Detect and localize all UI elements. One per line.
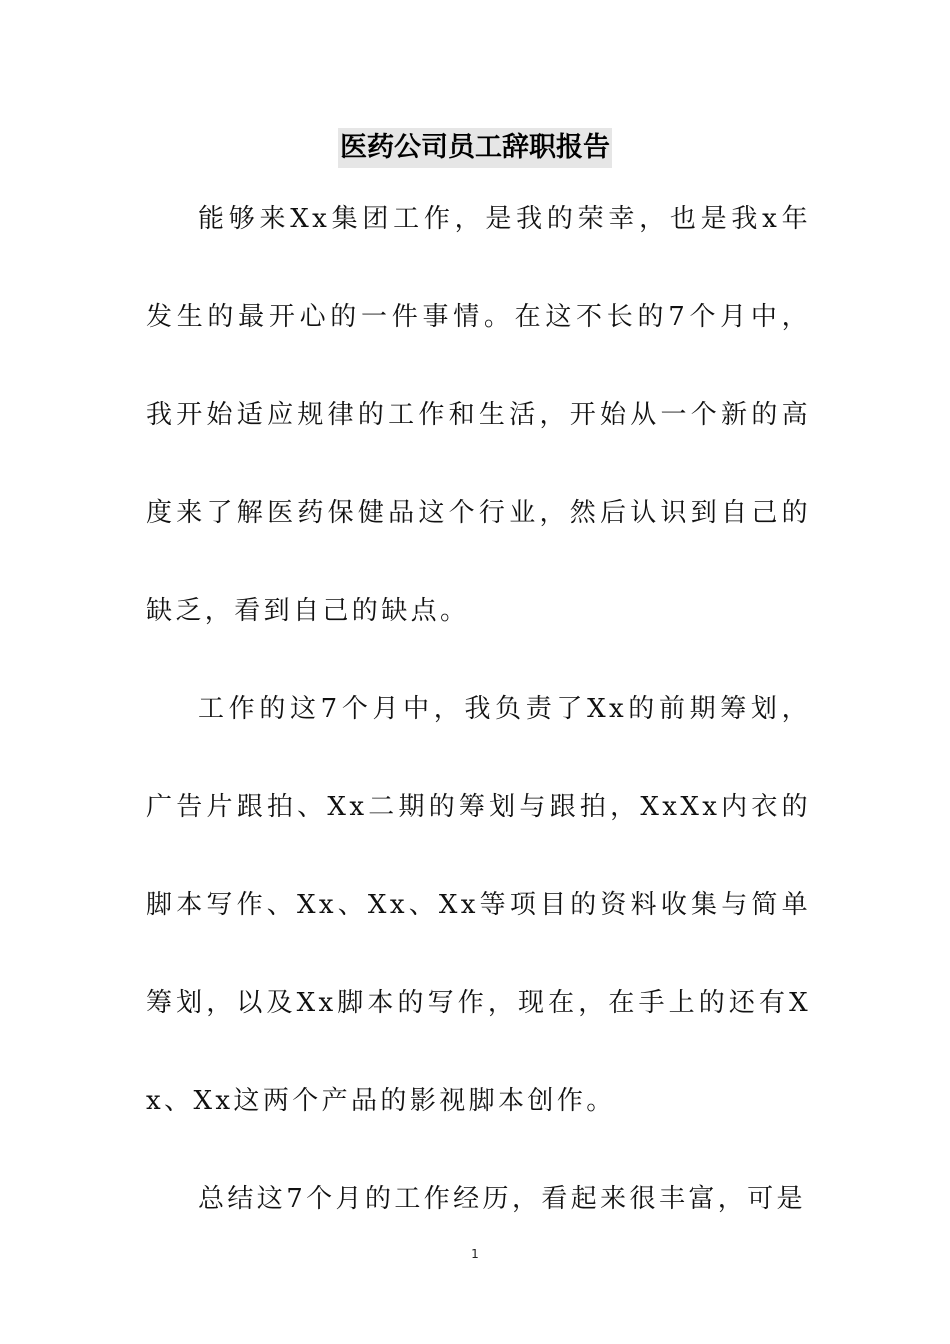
paragraph-3: 总结这7个月的工作经历，看起来很丰富，可是 [198,1184,806,1214]
paragraph-1: 能够来Xx集团工作，是我的荣幸，也是我x年发生的最开心的一件事情。在这不长的7个月中，我开始适应规律的工作和生活，开始从一个新的高度来了解医药保健品这个行业，然后认识到自己的缺乏，看到自己的缺点。 [146,204,811,626]
document-title: 医药公司员工辞职报告 [338,128,612,168]
paragraph-2: 工作的这7个月中，我负责了Xx的前期筹划，广告片跟拍、Xx二期的筹划与跟拍，XxXx内衣的脚本写作、Xx、Xx、Xx等项目的资料收集与简单筹划，以及Xx脚本的写作，现在，在手上的还有Xx、Xx这两个产品的影视脚本创作。 [146,694,811,1116]
title-container [0,128,950,168]
document-body [146,170,811,1248]
page-number: 1 [471,1247,479,1261]
